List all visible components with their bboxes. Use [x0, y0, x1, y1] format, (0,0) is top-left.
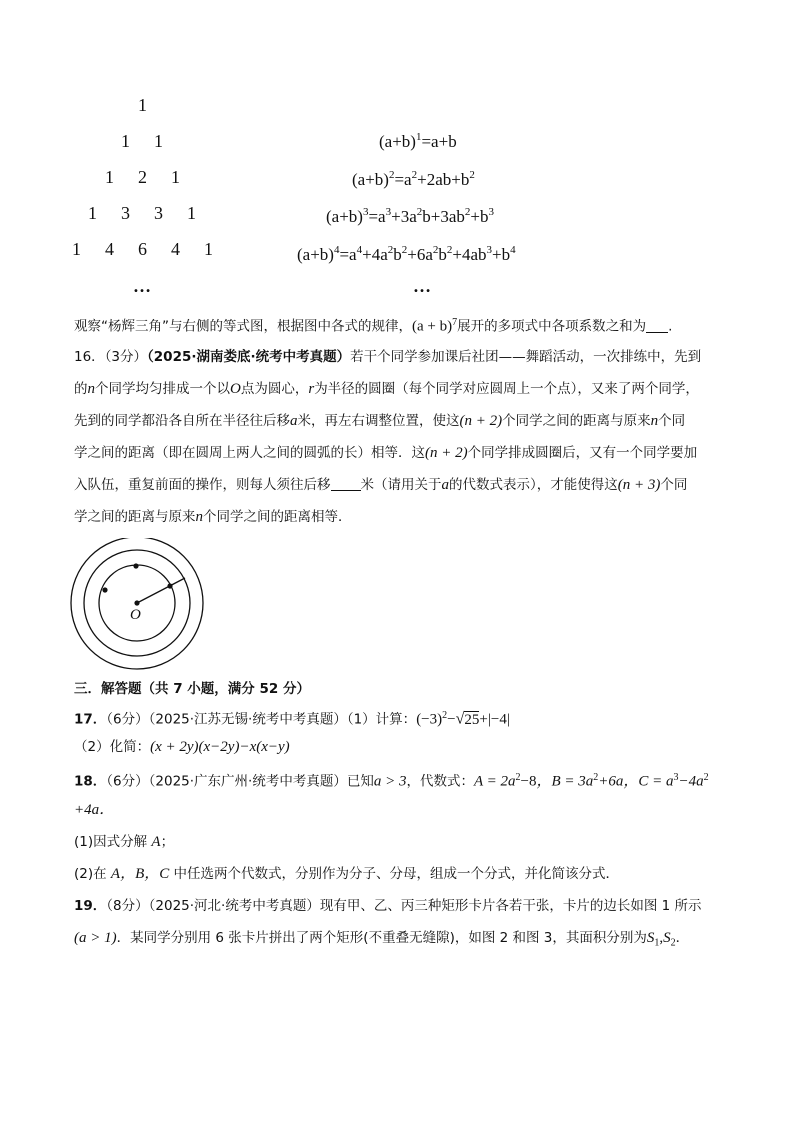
- q19-line-1: 19．（8分）（2025·河北·统考中考真题）现有甲、乙、丙三种矩形卡片各若干张，卡片的边长如图 1 所示: [74, 898, 702, 914]
- triangle-cell: 1: [72, 239, 81, 259]
- equation-1: $(a+b)^1=a+b$: [379, 131, 457, 151]
- triangle-cell: 2: [138, 167, 147, 187]
- triangle-cell: 3: [154, 203, 163, 223]
- person-point: [133, 563, 138, 568]
- triangle-cell: 1: [105, 167, 114, 187]
- equation-3: $(a+b)^3=a^3+3a^2b+3ab^2+b^3$: [326, 206, 494, 226]
- equation-4: $(a+b)^4=a^4+4a^2b^2+6a^2b^2+4ab^3+b^4$: [297, 244, 516, 264]
- triangle-cell: 3: [121, 203, 130, 223]
- equations-ellipsis: …: [413, 276, 432, 296]
- q16-line-3: 先到的同学都沿各自所在半径往后移a米，再左右调整位置，使这(n + 2)个同学之间的距离与原来n个同: [74, 413, 686, 429]
- q16-line-4: 学之间的距离（即在圆周上两人之间的圆弧的长）相等．这(n + 2)个同学排成圆圈后，又有一个同学要加: [74, 445, 698, 461]
- triangle-cell: 6: [138, 239, 147, 259]
- q16-line-6: 学之间的距离与原来n个同学之间的距离相等．: [74, 509, 352, 525]
- section-3-title: 三．解答题（共 7 小题，满分 52 分）: [74, 681, 310, 697]
- q15-question: 观察“杨辉三角”与右侧的等式图，根据图中各式的规律，$(a + b)^7$展开的多项式中各项系数之和为 .: [74, 317, 673, 335]
- triangle-ellipsis: …: [133, 276, 152, 296]
- triangle-cell: 1: [138, 95, 147, 115]
- triangle-cell: 4: [171, 239, 180, 259]
- triangle-cell: 1: [187, 203, 196, 223]
- q18-line-1: 18．（6分）（2025·广东广州·统考中考真题）已知a > 3，代数式：$A = 2a^2-8$，$B = 3a^2+6a$，$C = a^3-4a^2$: [74, 772, 709, 790]
- q16-line-2: 的n个同学均匀排成一个以O点为圆心，r为半径的圆圈（每个同学对应圆周上一个点），又来了两个同学，: [74, 381, 699, 397]
- radius-line: [137, 578, 185, 603]
- q17-line-2: （2）化简：(x + 2y)(x−2y)−x(x−y): [74, 739, 290, 755]
- concentric-circles-figure: [68, 538, 208, 678]
- q16-line-1: 16．（3分）（2025·湖南娄底·统考中考真题）若干个同学参加课后社团——舞蹈活动，一次排练中，先到: [74, 349, 702, 365]
- q18-sub-2: (2)在 A，B，C 中任选两个代数式，分别作为分子、分母，组成一个分式，并化简该分式．: [74, 866, 620, 882]
- center-label: O: [130, 607, 141, 623]
- person-point: [167, 583, 172, 588]
- person-point: [102, 587, 107, 592]
- q16-answer-blank: [331, 490, 361, 491]
- center-point: [134, 600, 139, 605]
- q16-line-5: 入队伍，重复前面的操作，则每人须往后移 米（请用关于a的代数式表示），才能使得这(n + 3)个同: [74, 477, 688, 493]
- equation-2: $(a+b)^2=a^2+2ab+b^2$: [352, 169, 475, 189]
- triangle-cell: 1: [88, 203, 97, 223]
- q19-line-2: (a > 1)．某同学分别用 6 张卡片拼出了两个矩形(不重叠无缝隙)，如图 2 和图 3，其面积分别为$S_1,S_2$．: [74, 930, 690, 949]
- triangle-cell: 1: [171, 167, 180, 187]
- triangle-cell: 1: [204, 239, 213, 259]
- triangle-cell: 1: [121, 131, 130, 151]
- q17-line-1: 17．（6分）（2025·江苏无锡·统考中考真题）（1）计算：$(-3)^2-√25+|-4|$: [74, 710, 510, 728]
- triangle-cell: 1: [154, 131, 163, 151]
- q18-sub-1: (1)因式分解 A；: [74, 834, 175, 850]
- q15-answer-blank: [646, 332, 668, 333]
- triangle-cell: 4: [105, 239, 114, 259]
- q18-line-2: +4a．: [74, 802, 115, 818]
